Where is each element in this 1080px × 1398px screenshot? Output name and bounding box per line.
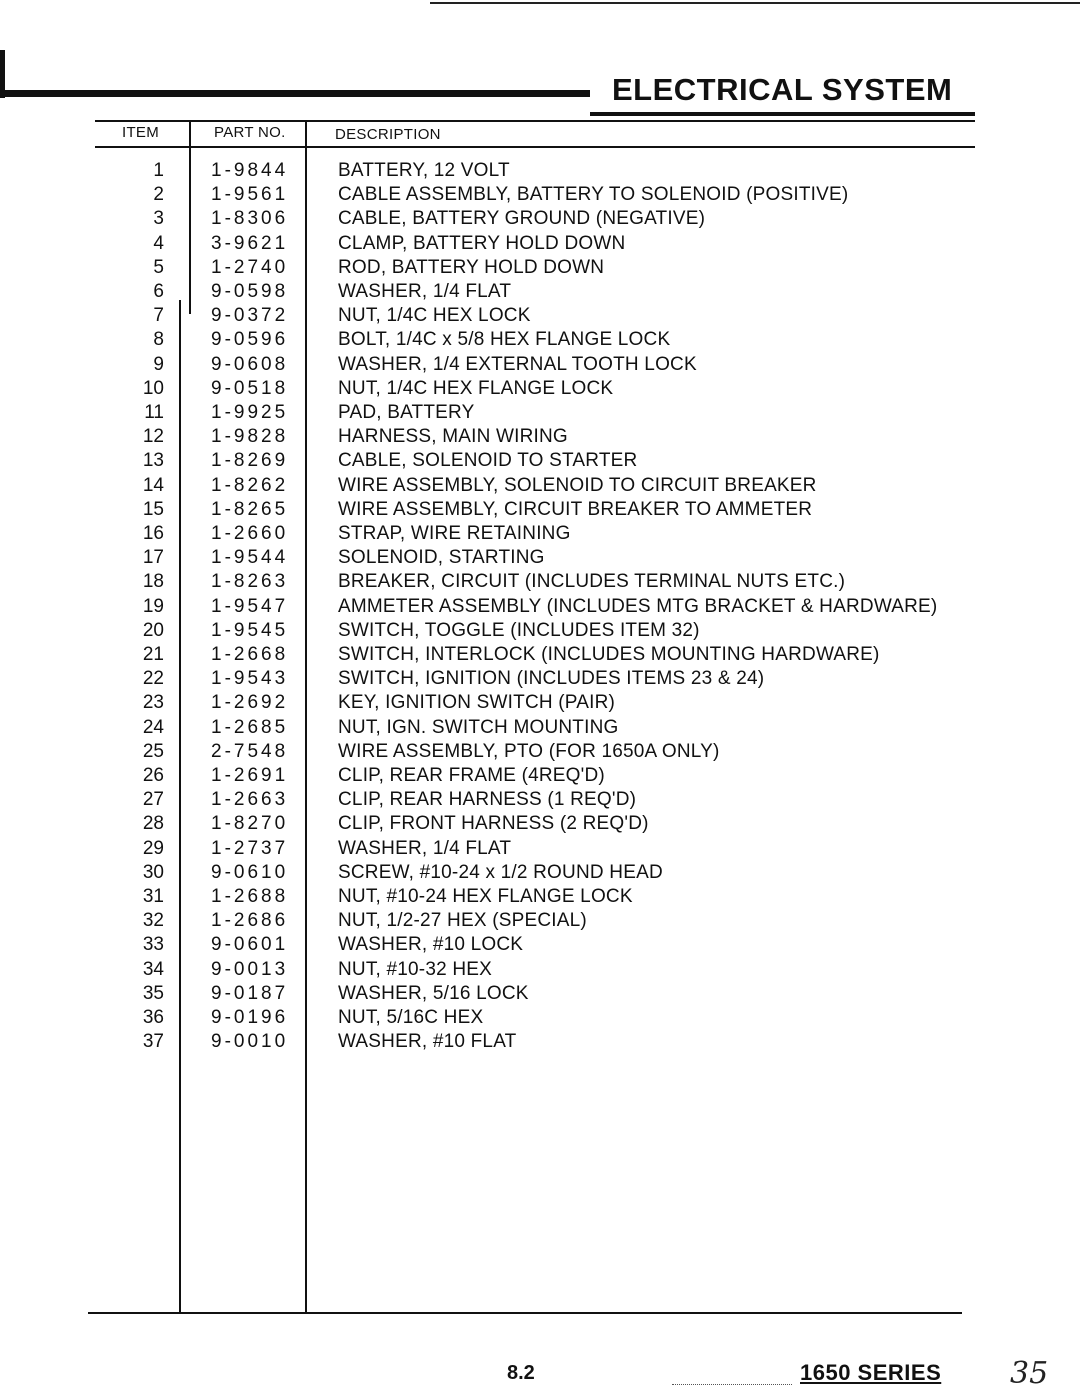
item-number: 3	[153, 208, 164, 230]
column-header-part: PART NO.	[214, 124, 286, 141]
item-number: 35	[142, 982, 164, 1004]
part-description: HARNESS, MAIN WIRING	[338, 426, 568, 448]
part-description: CABLE, BATTERY GROUND (NEGATIVE)	[338, 208, 706, 230]
part-description: WIRE ASSEMBLY, CIRCUIT BREAKER TO AMMETER	[338, 498, 813, 520]
part-number: 9-0596	[211, 329, 289, 351]
part-description: CLIP, FRONT HARNESS (2 REQ'D)	[338, 813, 649, 835]
part-number: 1-8263	[211, 571, 289, 593]
part-description: NUT, 5/16C HEX	[338, 1007, 484, 1028]
item-number: 16	[142, 523, 164, 544]
part-description: PAD, BATTERY	[338, 402, 475, 423]
part-number: 3-9621	[211, 232, 289, 254]
part-description: NUT, #10-24 HEX FLANGE LOCK	[338, 886, 633, 907]
part-description: SCREW, #10-24 x 1/2 ROUND HEAD	[338, 861, 663, 883]
part-number: 1-8262	[211, 474, 289, 496]
part-number: 1-9543	[211, 668, 289, 690]
item-number: 29	[142, 837, 164, 859]
part-number: 1-2685	[211, 716, 289, 738]
item-number: 34	[142, 958, 164, 980]
item-number: 7	[153, 305, 164, 327]
item-number: 30	[142, 861, 164, 883]
part-description: ROD, BATTERY HOLD DOWN	[338, 256, 605, 278]
header-bar	[0, 90, 590, 97]
part-description: CLIP, REAR FRAME (4REQ'D)	[338, 765, 605, 786]
item-number: 11	[144, 402, 164, 423]
item-number: 13	[142, 450, 164, 472]
item-number: 23	[142, 692, 164, 714]
part-description: CLIP, REAR HARNESS (1 REQ'D)	[338, 789, 637, 811]
part-number: 9-0608	[211, 353, 289, 375]
page-number: 8.2	[507, 1362, 535, 1384]
item-number: 17	[142, 547, 164, 569]
table-header-rule	[95, 146, 975, 148]
part-number: 9-0601	[211, 934, 289, 956]
item-number: 18	[142, 571, 164, 593]
part-number: 1-2686	[211, 910, 289, 932]
part-number: 1-2688	[211, 886, 289, 907]
item-number: 37	[142, 1031, 164, 1053]
part-number: 1-2737	[211, 837, 289, 859]
part-number: 9-0187	[211, 982, 289, 1004]
part-number: 1-9925	[211, 402, 289, 423]
part-number: 9-0196	[211, 1007, 289, 1028]
item-number: 10	[142, 377, 164, 399]
part-number: 9-0013	[211, 958, 289, 980]
part-description: NUT, 1/4C HEX FLANGE LOCK	[338, 377, 614, 399]
item-number: 4	[153, 232, 164, 254]
part-description: SWITCH, INTERLOCK (INCLUDES MOUNTING HARDWARE)	[338, 644, 880, 665]
item-number: 33	[142, 934, 164, 956]
column-header-description: DESCRIPTION	[335, 126, 441, 143]
part-number: 9-0518	[211, 377, 289, 399]
item-number: 32	[142, 910, 164, 932]
part-description: CLAMP, BATTERY HOLD DOWN	[338, 232, 626, 254]
part-number: 1-2660	[211, 523, 289, 544]
part-description: NUT, IGN. SWITCH MOUNTING	[338, 716, 619, 738]
item-number: 26	[142, 765, 164, 786]
part-description: STRAP, WIRE RETAINING	[338, 523, 571, 544]
part-description: WIRE ASSEMBLY, SOLENOID TO CIRCUIT BREAKER	[338, 474, 817, 496]
part-number: 1-9828	[211, 426, 289, 448]
item-number: 1	[153, 160, 164, 181]
column-divider-item	[189, 120, 191, 314]
part-description: SWITCH, IGNITION (INCLUDES ITEMS 23 & 24)	[338, 668, 765, 690]
part-number: 1-9561	[211, 184, 289, 206]
part-number: 1-2740	[211, 256, 289, 278]
part-description: NUT, 1/4C HEX LOCK	[338, 305, 531, 327]
item-number: 20	[142, 619, 164, 641]
part-description: CABLE ASSEMBLY, BATTERY TO SOLENOID (POSITIVE)	[338, 184, 849, 206]
item-number: 36	[142, 1007, 164, 1028]
part-number: 1-8269	[211, 450, 289, 472]
column-header-item: ITEM	[122, 124, 160, 141]
item-number: 27	[142, 789, 164, 811]
part-description: SWITCH, TOGGLE (INCLUDES ITEM 32)	[338, 619, 700, 641]
part-description: WASHER, 1/4 EXTERNAL TOOTH LOCK	[338, 353, 697, 375]
part-number: 9-0598	[211, 281, 289, 302]
part-number: 1-8265	[211, 498, 289, 520]
part-description: WASHER, 1/4 FLAT	[338, 837, 512, 859]
item-number: 19	[142, 595, 164, 617]
footer-leader	[672, 1384, 792, 1385]
part-number: 1-9547	[211, 595, 289, 617]
item-number: 25	[142, 740, 164, 762]
column-divider-item-lower	[179, 300, 181, 1314]
item-number: 15	[142, 498, 164, 520]
page-title: ELECTRICAL SYSTEM	[612, 72, 953, 107]
part-number: 1-9545	[211, 619, 289, 641]
part-description: KEY, IGNITION SWITCH (PAIR)	[338, 692, 616, 714]
item-number: 2	[153, 184, 164, 206]
title-underline	[590, 112, 975, 116]
part-number: 9-0610	[211, 861, 289, 883]
part-number: 1-8270	[211, 813, 289, 835]
part-description: WASHER, #10 FLAT	[338, 1031, 517, 1053]
part-number: 1-2668	[211, 644, 289, 665]
column-divider-part	[305, 120, 307, 1314]
item-number: 14	[142, 474, 164, 496]
series-label: 1650 SERIES	[800, 1360, 942, 1385]
part-number: 2-7548	[211, 740, 289, 762]
part-description: CABLE, SOLENOID TO STARTER	[338, 450, 638, 472]
item-number: 31	[142, 886, 164, 907]
part-number: 9-0010	[211, 1031, 289, 1053]
part-description: NUT, #10-32 HEX	[338, 958, 493, 980]
part-description: AMMETER ASSEMBLY (INCLUDES MTG BRACKET & HARDWARE)	[338, 595, 938, 617]
part-number: 1-2691	[211, 765, 289, 786]
part-number: 1-2663	[211, 789, 289, 811]
item-number: 9	[153, 353, 164, 375]
part-description: WASHER, 1/4 FLAT	[338, 281, 512, 302]
part-description: NUT, 1/2-27 HEX (SPECIAL)	[338, 910, 587, 932]
item-number: 6	[153, 281, 164, 302]
part-number: 1-9544	[211, 547, 289, 569]
item-number: 28	[142, 813, 164, 835]
part-description: BOLT, 1/4C x 5/8 HEX FLANGE LOCK	[338, 329, 671, 351]
part-description: WASHER, #10 LOCK	[338, 934, 524, 956]
table-bottom-rule	[88, 1312, 962, 1314]
part-description: WIRE ASSEMBLY, PTO (FOR 1650A ONLY)	[338, 740, 720, 762]
item-number: 21	[142, 644, 164, 665]
item-number: 5	[153, 256, 164, 278]
top-rule	[430, 2, 1080, 4]
part-description: BREAKER, CIRCUIT (INCLUDES TERMINAL NUTS ETC.)	[338, 571, 846, 593]
item-number: 22	[142, 668, 164, 690]
handwritten-page-number: 35	[1010, 1356, 1049, 1391]
part-description: WASHER, 5/16 LOCK	[338, 982, 529, 1004]
part-number: 1-9844	[211, 160, 289, 181]
part-number: 1-8306	[211, 208, 289, 230]
part-description: SOLENOID, STARTING	[338, 547, 545, 569]
item-number: 8	[153, 329, 164, 351]
part-number: 1-2692	[211, 692, 289, 714]
item-number: 24	[142, 716, 164, 738]
part-number: 9-0372	[211, 305, 289, 327]
part-description: BATTERY, 12 VOLT	[338, 160, 510, 181]
item-number: 12	[142, 426, 164, 448]
table-top-rule	[95, 120, 975, 122]
